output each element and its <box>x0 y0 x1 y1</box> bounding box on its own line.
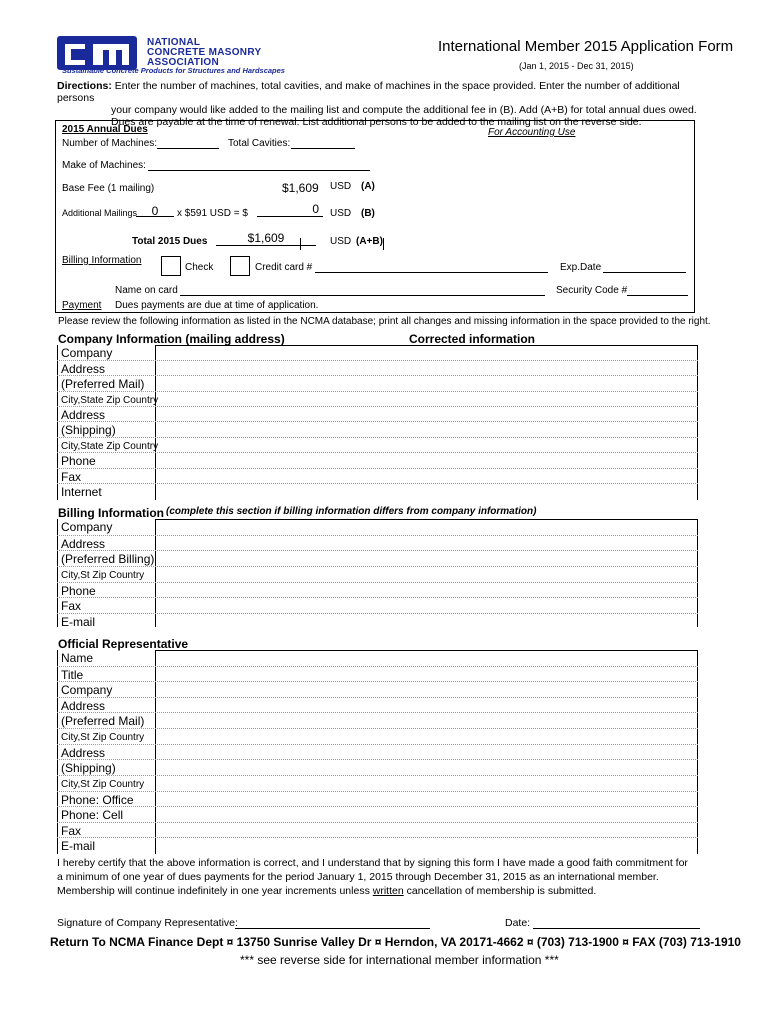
form-row[interactable] <box>57 597 698 614</box>
additional-total: 0 <box>312 202 319 216</box>
cert-line-3b: written <box>372 885 404 897</box>
date-label: Date: <box>505 917 531 929</box>
credit-card-field[interactable] <box>315 260 548 273</box>
row-label: E-mail <box>61 839 96 853</box>
check-label: Check <box>185 262 214 273</box>
form-row[interactable] <box>57 550 698 567</box>
row-label: Phone: Office <box>61 792 134 807</box>
org-line-1: NATIONAL <box>147 37 201 48</box>
directions-line-1: Enter the number of machines, total cavities, and make of machines in the space provided. Enter the number of additional persons <box>57 80 680 104</box>
form-row[interactable] <box>57 437 698 453</box>
form-row[interactable] <box>57 681 698 698</box>
row-label: (Preferred Mail) <box>61 377 145 391</box>
make-label: Make of Machines: <box>62 160 146 171</box>
row-label: Fax <box>61 823 82 838</box>
form-row[interactable] <box>57 582 698 599</box>
total-label: Total 2015 Dues <box>132 236 208 247</box>
form-row[interactable] <box>57 360 698 376</box>
usd-a: USD <box>330 181 352 192</box>
form-row[interactable] <box>57 468 698 485</box>
accounting-label: For Accounting Use <box>488 127 576 138</box>
corrected-info-title: Corrected information <box>409 332 536 346</box>
form-row[interactable] <box>57 566 698 583</box>
make-field[interactable] <box>148 158 370 171</box>
row-label: Company <box>61 346 113 360</box>
cavities-label: Total Cavities: <box>228 138 291 149</box>
row-label: Fax <box>61 469 82 484</box>
row-label: (Shipping) <box>61 423 116 437</box>
form-row[interactable] <box>57 666 698 683</box>
security-label: Security Code # <box>556 285 628 296</box>
org-name <box>147 38 261 68</box>
directions-line-2: your company would like added to the mailing list and compute the additional fee in (B). Add (A+B) for total annual dues owed. <box>111 104 697 116</box>
signature-label: Signature of Company Representative: <box>57 917 238 929</box>
usd-b: USD <box>330 208 352 219</box>
tagline: Sustainable Concrete Products for Structures and Hardscapes <box>62 66 285 75</box>
form-row[interactable] <box>57 375 698 392</box>
form-row[interactable] <box>57 791 698 808</box>
form-row[interactable] <box>57 650 698 666</box>
exp-field[interactable] <box>603 260 686 273</box>
form-row[interactable] <box>57 775 698 792</box>
credit-card-checkbox[interactable] <box>230 256 250 276</box>
form-row[interactable] <box>57 345 698 360</box>
row-label: Phone <box>61 454 96 468</box>
row-label: (Preferred Mail) <box>61 714 145 728</box>
cavities-field[interactable] <box>291 136 355 149</box>
form-row[interactable] <box>57 535 698 552</box>
date-field[interactable] <box>533 916 700 929</box>
org-line-3: ASSOCIATION <box>147 57 220 68</box>
name-on-card-field[interactable] <box>180 283 545 296</box>
additional-field[interactable]: 0 <box>136 204 174 217</box>
cert-line-2: a minimum of one year of dues payments for the period January 1, 2015 through December 31, 2015 as an international member. <box>57 871 659 883</box>
row-label: Internet <box>61 485 102 499</box>
form-row[interactable] <box>57 712 698 729</box>
row-label: City,St Zip Country <box>61 570 145 581</box>
row-label: City,St Zip Country <box>61 779 145 790</box>
row-label: Address <box>61 745 106 760</box>
form-row[interactable] <box>57 483 698 500</box>
additional-label: Additional Mailings <box>62 208 138 218</box>
row-label: Name <box>61 651 94 665</box>
base-fee-value: $1,609 <box>282 181 319 195</box>
row-label: City,St Zip Country <box>61 732 145 743</box>
row-label: Company <box>61 683 113 697</box>
usd-ab: USD <box>330 236 352 247</box>
form-row[interactable] <box>57 519 698 535</box>
row-label: Address <box>61 698 106 713</box>
rep-section-title: Official Representative <box>58 637 189 651</box>
directions-line-3: Dues are payable at the time of renewal. List additional persons to be added to the mailing list on the reverse side. <box>111 116 642 128</box>
form-row[interactable] <box>57 759 698 776</box>
base-fee-label: Base Fee (1 mailing) <box>62 183 155 194</box>
machines-label: Number of Machines: <box>62 138 158 149</box>
cert-line-3c: cancellation of membership is submitted. <box>406 885 597 897</box>
billing-section-note: (complete this section if billing information differs from company information) <box>166 506 537 517</box>
billing-section-title: Billing Information <box>58 506 164 520</box>
row-label: City,State Zip Country <box>61 441 159 452</box>
name-on-card-label: Name on card <box>115 285 178 296</box>
form-row[interactable] <box>57 806 698 823</box>
dues-box-bottom <box>55 312 695 313</box>
form-row[interactable] <box>57 613 698 630</box>
row-label: City,State Zip Country <box>61 395 159 406</box>
additional-total-field[interactable] <box>257 202 323 217</box>
directions-label: Directions: <box>57 80 112 92</box>
row-label: Title <box>61 667 84 682</box>
row-label: (Shipping) <box>61 761 116 775</box>
row-label: Address <box>61 362 106 376</box>
security-field[interactable] <box>627 283 688 296</box>
dues-title: 2015 Annual Dues <box>62 124 148 135</box>
reverse-side-note: *** see reverse side for international member information *** <box>240 953 559 967</box>
check-checkbox[interactable] <box>161 256 181 276</box>
machines-field[interactable] <box>157 136 219 149</box>
tag-ab: (A+B) <box>356 236 383 247</box>
form-row[interactable] <box>57 452 698 469</box>
payment-label: Payment <box>62 300 102 311</box>
row-label: Fax <box>61 599 82 613</box>
credit-card-label: Credit card # <box>255 262 313 273</box>
signature-field[interactable] <box>235 916 430 929</box>
row-label: Company <box>61 520 113 534</box>
org-line-2: CONCRETE MASONRY <box>147 47 262 58</box>
cert-line-3 <box>57 884 737 898</box>
form-row[interactable] <box>57 822 698 839</box>
form-row[interactable] <box>57 837 698 854</box>
row-label: Phone: Cell <box>61 808 124 822</box>
review-note: Please review the following information as listed in the NCMA database; print all changes and missing information in the space provided to the right. <box>58 316 711 327</box>
exp-label: Exp.Date <box>560 262 602 273</box>
return-address: Return To NCMA Finance Dept ¤ 13750 Sunrise Valley Dr ¤ Herndon, VA 20171-4662 ¤ (703) 713-1900 ¤ FAX (703) 713-1910 <box>50 935 741 949</box>
tag-b: (B) <box>361 208 375 219</box>
form-title: International Member 2015 Application Form <box>438 38 734 55</box>
row-label: Address <box>61 408 106 422</box>
row-label: Address <box>61 536 106 551</box>
row-label: (Preferred Billing) <box>61 552 155 566</box>
company-section-title: Company Information (mailing address) <box>58 332 285 346</box>
form-row[interactable] <box>57 406 698 422</box>
certification <box>57 856 737 898</box>
row-label: Phone <box>61 583 96 598</box>
cert-line-3a: Membership will continue indefinitely in one year increments unless <box>57 885 370 897</box>
form-row[interactable] <box>57 421 698 438</box>
form-row[interactable] <box>57 728 698 745</box>
billing-label: Billing Information <box>62 255 142 266</box>
x-fee: x $591 USD = $ <box>177 208 248 219</box>
form-row[interactable] <box>57 697 698 714</box>
form-row[interactable] <box>57 744 698 761</box>
tag-a: (A) <box>361 181 375 192</box>
total-field[interactable]: $1,609 <box>216 231 316 246</box>
row-label: E-mail <box>61 614 96 629</box>
cert-line-1: I hereby certify that the above information is correct, and I understand that by signing this form I have made a good faith commitment for <box>57 857 688 869</box>
payment-note: Dues payments are due at time of application. <box>115 300 319 311</box>
form-row[interactable] <box>57 391 698 407</box>
period: (Jan 1, 2015 - Dec 31, 2015) <box>519 61 634 71</box>
